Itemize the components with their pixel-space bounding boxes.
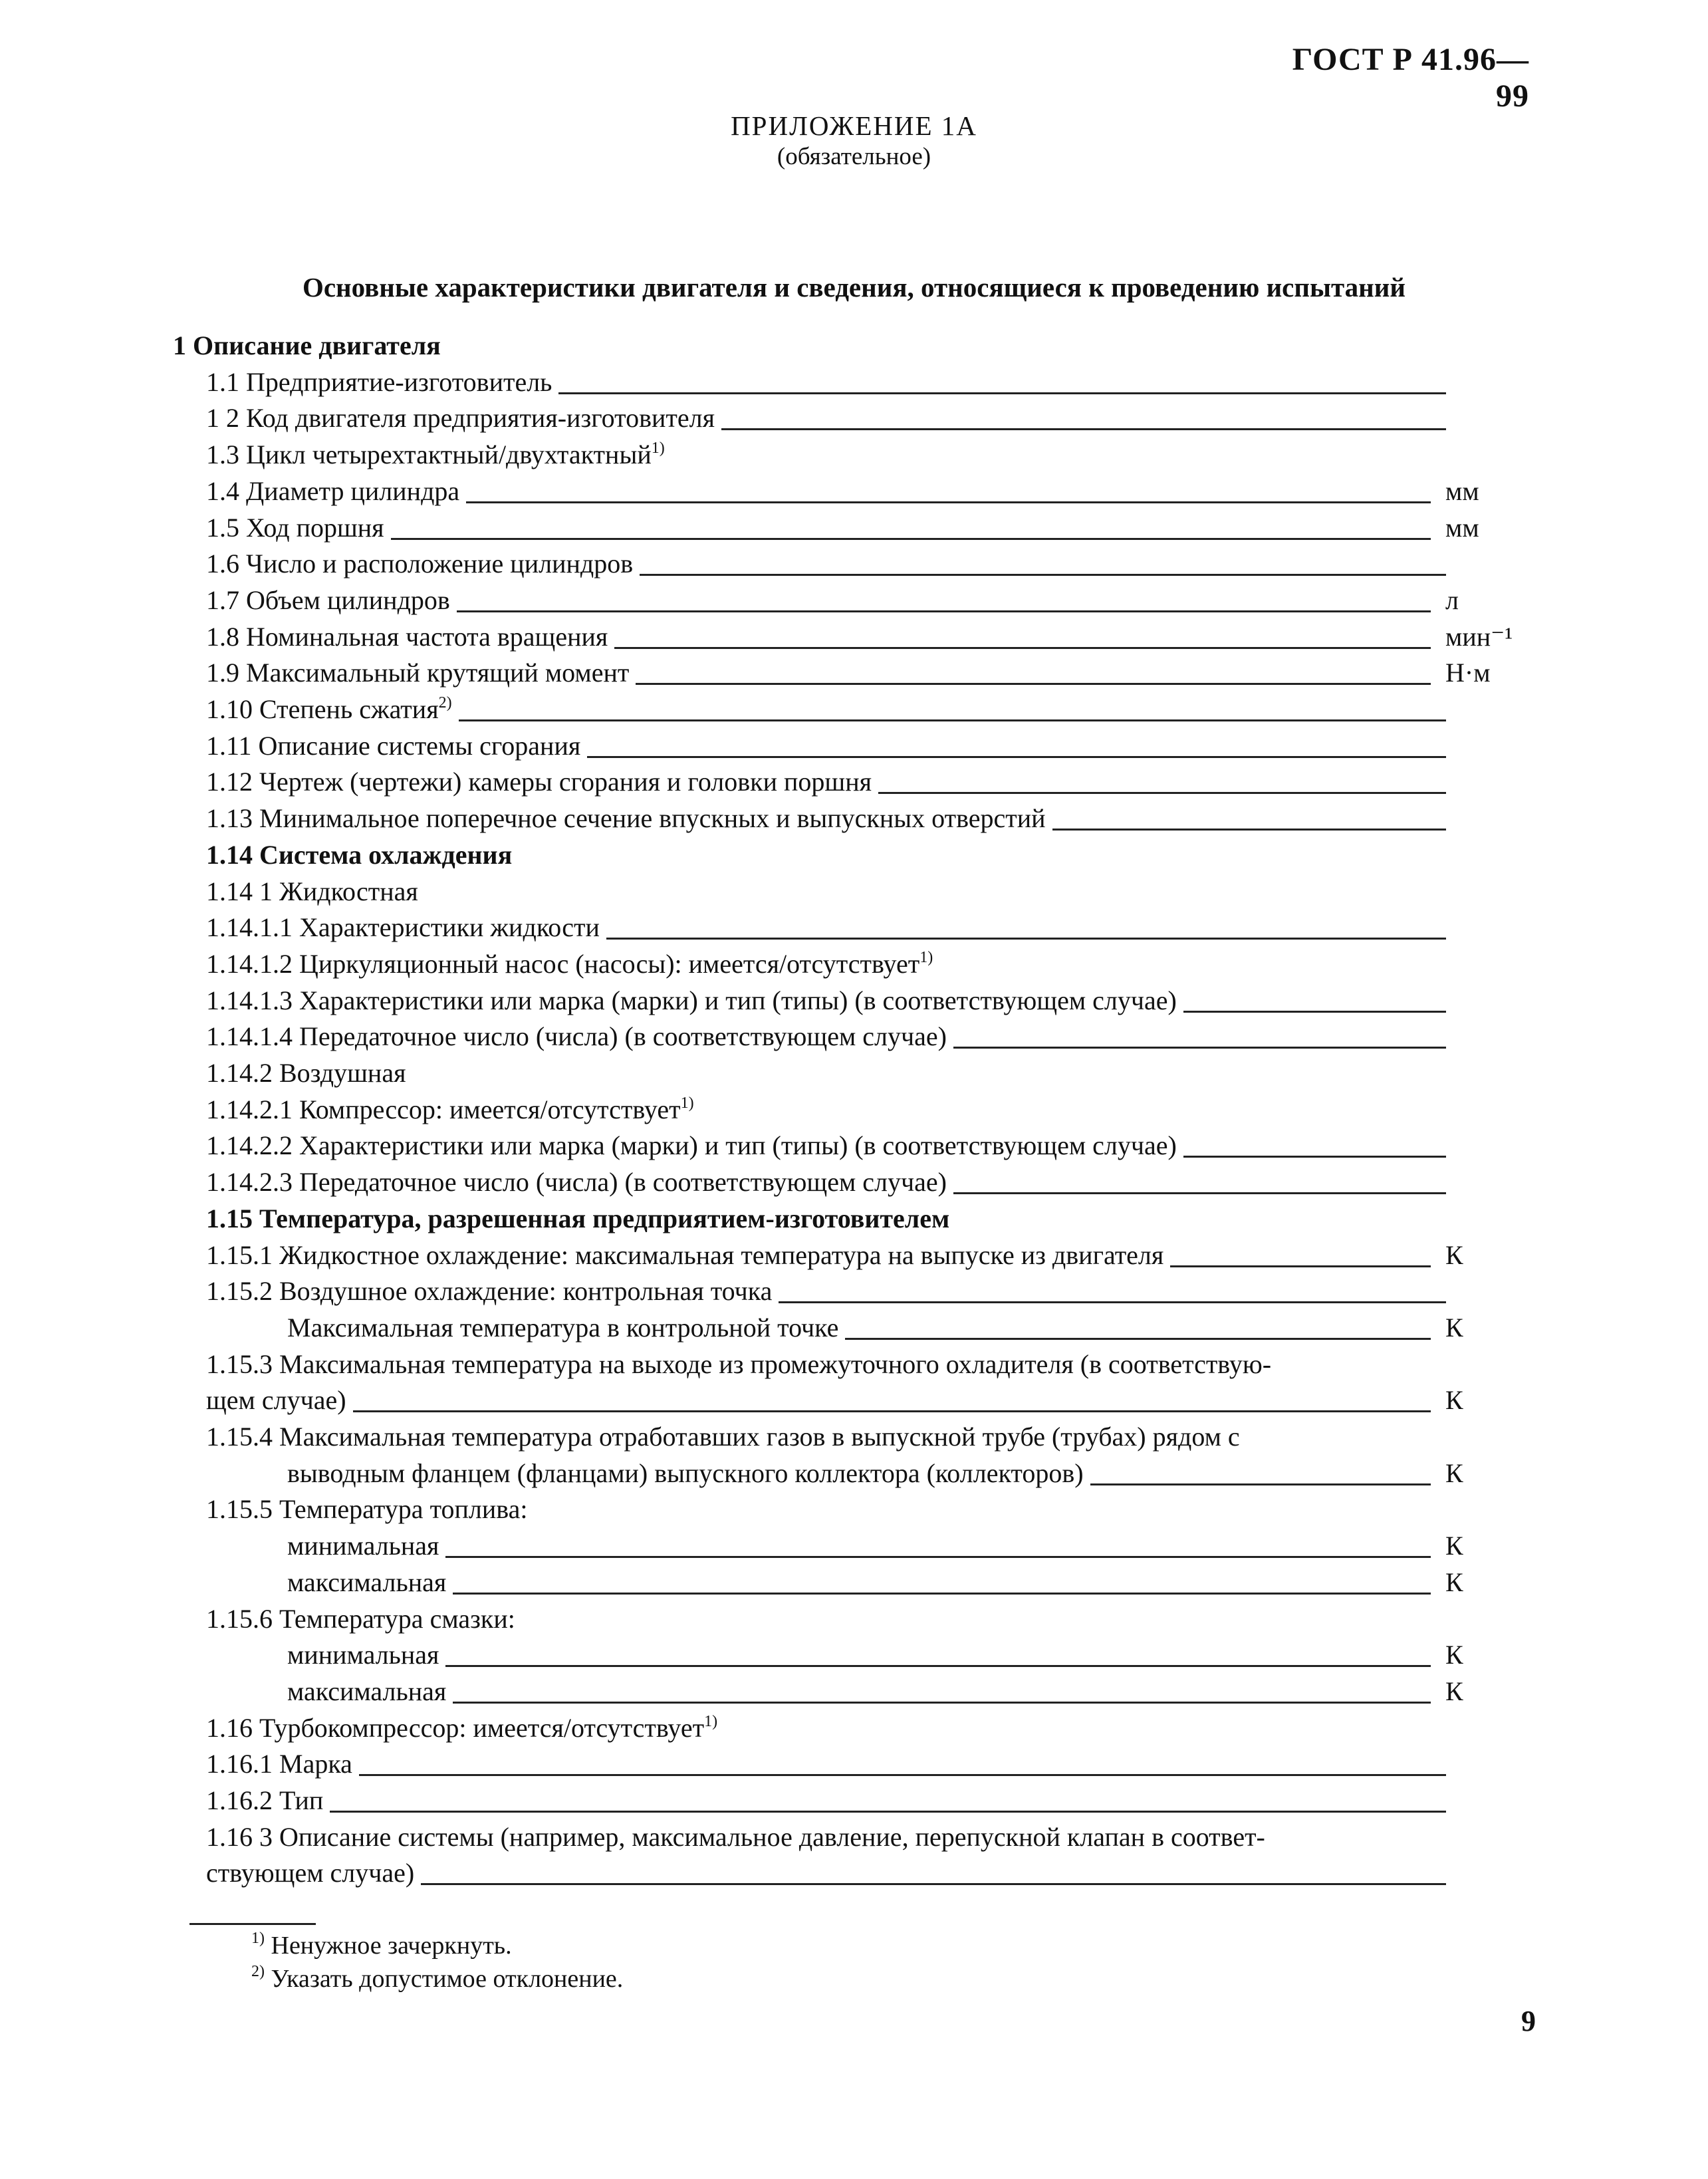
form-row-label: 1.15.5 Температура топлива: xyxy=(206,1494,528,1525)
form-row-label: 1.7 Объем цилиндров xyxy=(206,584,450,615)
form-row-label: 1.3 Цикл четырехтактный/двухтактный$^{1)}$ xyxy=(206,440,665,470)
form-row xyxy=(0,1420,1708,1457)
form-row xyxy=(0,1166,1708,1202)
blank-field-line[interactable] xyxy=(640,574,1446,576)
footnote-ref: 1) xyxy=(919,948,933,966)
form-row-label: 1.15.2 Воздушное охлаждение: контрольная точка xyxy=(206,1276,773,1307)
form-row xyxy=(0,911,1708,948)
form-row xyxy=(0,1384,1708,1420)
form-row-label: 1.9 Максимальный крутящий момент xyxy=(206,658,630,688)
form-row-label: максимальная xyxy=(287,1567,447,1597)
form-row-label: 1 2 Код двигателя предприятия-изготовителя xyxy=(206,403,715,434)
form-row xyxy=(0,1529,1708,1566)
footnote-ref: 1) xyxy=(704,1712,718,1730)
form-row-label: 1.8 Номинальная частота вращения xyxy=(206,621,608,652)
appendix-subtitle: (обязательное) xyxy=(777,143,931,170)
unit-label: Н·м xyxy=(1445,658,1491,688)
unit-label: мм xyxy=(1445,475,1479,506)
form-row xyxy=(0,984,1708,1021)
blank-field-line[interactable] xyxy=(636,683,1431,685)
footnote-ref: 1) xyxy=(651,440,665,457)
form-row-label: минимальная xyxy=(287,1640,439,1670)
form-row xyxy=(0,1566,1708,1602)
form-row-label: 1.15.1 Жидкостное охлаждение: максимальная температура на выпуске из двигателя xyxy=(206,1239,1164,1270)
unit-label: К xyxy=(1445,1676,1463,1706)
form-row xyxy=(0,1057,1708,1093)
form-row-label: 1.14.2 Воздушная xyxy=(206,1058,406,1088)
form-row-label: 1.16.2 Тип xyxy=(206,1785,324,1815)
page-number: 9 xyxy=(1521,2005,1536,2037)
blank-field-line[interactable] xyxy=(453,1702,1431,1704)
form-row xyxy=(0,329,1708,366)
blank-field-line[interactable] xyxy=(391,538,1431,540)
form-row xyxy=(0,366,1708,402)
form-row-label: 1.14.2.3 Передаточное число (числа) (в соответствующем случае) xyxy=(206,1167,947,1198)
form-row xyxy=(0,1093,1708,1130)
blank-field-line[interactable] xyxy=(353,1410,1431,1412)
form-row-label: 1.16 Турбокомпрессор: имеется/отсутствует$^{1)}$ xyxy=(206,1712,718,1743)
form-row xyxy=(0,1784,1708,1821)
form-row xyxy=(0,438,1708,475)
blank-field-line[interactable] xyxy=(721,428,1446,430)
footnote-2: $^{2)}$ Указать допустимое отклонение. xyxy=(251,1963,624,1993)
form-row xyxy=(0,948,1708,984)
form-row-label: 1.11 Описание системы сгорания xyxy=(206,730,581,761)
blank-field-line[interactable] xyxy=(779,1301,1446,1303)
form-row-label: 1.15.3 Максимальная температура на выходе из промежуточного охладителя (в соответствую- xyxy=(206,1348,1272,1379)
form-row xyxy=(0,656,1708,693)
form-row-label: 1.15.6 Температура смазки: xyxy=(206,1603,515,1634)
main-heading: Основные характеристики двигателя и сведения, относящиеся к проведению испытаний xyxy=(302,272,1406,303)
blank-field-line[interactable] xyxy=(421,1883,1446,1885)
form-row xyxy=(0,875,1708,912)
form-row-label: 1.14 Система охлаждения xyxy=(206,839,513,870)
form-row-label: 1.4 Диаметр цилиндра xyxy=(206,475,460,506)
form-row-label: 1.14.2.2 Характеристики или марка (марки) и тип (типы) (в соответствующем случае) xyxy=(206,1130,1177,1161)
form-row-label: ствующем случае) xyxy=(206,1858,415,1888)
form-row xyxy=(0,1638,1708,1675)
form-row-label: 1.6 Число и расположение цилиндров xyxy=(206,549,634,579)
form-row-label: 1 Описание двигателя xyxy=(173,330,441,360)
form-row xyxy=(0,765,1708,802)
unit-label: К xyxy=(1445,1312,1463,1343)
unit-label: К xyxy=(1445,1531,1463,1561)
form-row-label: 1.14.1.2 Циркуляционный насос (насосы): имеется/отсутствует$^{1)}$ xyxy=(206,948,933,979)
form-row-label: щем случае) xyxy=(206,1385,346,1416)
unit-label: мм xyxy=(1445,512,1479,543)
form-row-label: максимальная xyxy=(287,1676,447,1706)
form-row xyxy=(0,547,1708,584)
form-row xyxy=(0,1275,1708,1311)
form-row xyxy=(0,802,1708,838)
form-row xyxy=(0,584,1708,620)
form-row-label: 1.14.2.1 Компрессор: имеется/отсутствует$^{1)}$ xyxy=(206,1094,694,1124)
form-row xyxy=(0,838,1708,875)
form-row xyxy=(0,1311,1708,1348)
form-row-label: 1.15 Температура, разрешенная предприятием-изготовителем xyxy=(206,1203,950,1233)
form-row-label: 1.1 Предприятие-изготовитель xyxy=(206,366,552,397)
footnote-ref: 2) xyxy=(438,694,452,711)
document-code: ГОСТ Р 41.96—99 xyxy=(1292,42,1529,114)
blank-field-line[interactable] xyxy=(587,756,1446,758)
blank-field-line[interactable] xyxy=(614,647,1431,649)
form-row xyxy=(0,1747,1708,1784)
form-row xyxy=(0,1602,1708,1639)
blank-field-line[interactable] xyxy=(466,501,1431,503)
form-row xyxy=(0,1457,1708,1493)
unit-label: К xyxy=(1445,1567,1463,1597)
form-row-label: 1.14.1.1 Характеристики жидкости xyxy=(206,912,600,943)
form-row-label: 1.13 Минимальное поперечное сечение впускных и выпускных отверстий xyxy=(206,803,1046,834)
form-row-label: 1.14 1 Жидкостная xyxy=(206,876,418,906)
unit-label: К xyxy=(1445,1640,1463,1670)
form-row xyxy=(0,1857,1708,1893)
blank-field-line[interactable] xyxy=(1052,829,1446,831)
unit-label: мин⁻¹ xyxy=(1445,621,1513,652)
form-row-label: 1.5 Ход поршня xyxy=(206,512,384,543)
blank-field-line[interactable] xyxy=(845,1338,1431,1340)
form-row-label: 1.16.1 Марка xyxy=(206,1749,352,1779)
form-row xyxy=(0,729,1708,766)
footnote-ref: 1) xyxy=(680,1094,694,1112)
unit-label: К xyxy=(1445,1458,1463,1488)
blank-field-line[interactable] xyxy=(606,938,1446,940)
form-row-label: 1.14.1.4 Передаточное число (числа) (в соответствующем случае) xyxy=(206,1021,947,1052)
blank-field-line[interactable] xyxy=(1170,1265,1431,1267)
blank-field-line[interactable] xyxy=(558,392,1446,394)
form-row xyxy=(0,511,1708,548)
footnote-separator xyxy=(189,1923,316,1925)
form-row xyxy=(0,1712,1708,1748)
blank-field-line[interactable] xyxy=(878,792,1446,794)
appendix-title: ПРИЛОЖЕНИЕ 1А xyxy=(731,110,977,141)
form-row xyxy=(0,1348,1708,1384)
form-row-label: выводным фланцем (фланцами) выпускного коллектора (коллекторов) xyxy=(287,1458,1084,1488)
form-row xyxy=(0,1020,1708,1057)
form-row-label: 1.12 Чертеж (чертежи) камеры сгорания и головки поршня xyxy=(206,767,872,797)
form-row xyxy=(0,1493,1708,1529)
blank-field-line[interactable] xyxy=(330,1811,1446,1813)
form-row-label: Максимальная температура в контрольной точке xyxy=(287,1312,839,1343)
blank-field-line[interactable] xyxy=(445,1556,1431,1558)
form-row-label: 1.16 3 Описание системы (например, максимальное давление, перепускной клапан в соответ- xyxy=(206,1821,1265,1852)
form-row-label: 1.10 Степень сжатия$^{2)}$ xyxy=(206,694,452,724)
form-row xyxy=(0,693,1708,729)
unit-label: л xyxy=(1445,584,1459,615)
blank-field-line[interactable] xyxy=(1090,1483,1431,1485)
blank-field-line[interactable] xyxy=(457,610,1431,612)
form-row-label: 1.14.1.3 Характеристики или марка (марки) и тип (типы) (в соответствующем случае) xyxy=(206,985,1177,1015)
unit-label: К xyxy=(1445,1239,1463,1270)
blank-field-line[interactable] xyxy=(359,1774,1446,1776)
blank-field-line[interactable] xyxy=(953,1192,1446,1194)
blank-field-line[interactable] xyxy=(953,1047,1446,1049)
form-row xyxy=(0,1821,1708,1857)
blank-field-line[interactable] xyxy=(453,1593,1431,1595)
form-row xyxy=(0,1239,1708,1275)
form-row xyxy=(0,1129,1708,1166)
footnote-1: $^{1)}$ Ненужное зачеркнуть. xyxy=(251,1930,512,1960)
blank-field-line[interactable] xyxy=(459,719,1446,721)
form-row-label: минимальная xyxy=(287,1531,439,1561)
blank-field-line[interactable] xyxy=(1183,1156,1446,1158)
blank-field-line[interactable] xyxy=(445,1665,1431,1667)
blank-field-line[interactable] xyxy=(1183,1011,1446,1013)
form-row xyxy=(0,475,1708,511)
form-row xyxy=(0,1202,1708,1239)
form-row xyxy=(0,1675,1708,1712)
form-row xyxy=(0,402,1708,438)
unit-label: К xyxy=(1445,1385,1463,1416)
form-row xyxy=(0,620,1708,657)
form-row-label: 1.15.4 Максимальная температура отработавших газов в выпускной трубе (трубах) рядом с xyxy=(206,1422,1240,1452)
